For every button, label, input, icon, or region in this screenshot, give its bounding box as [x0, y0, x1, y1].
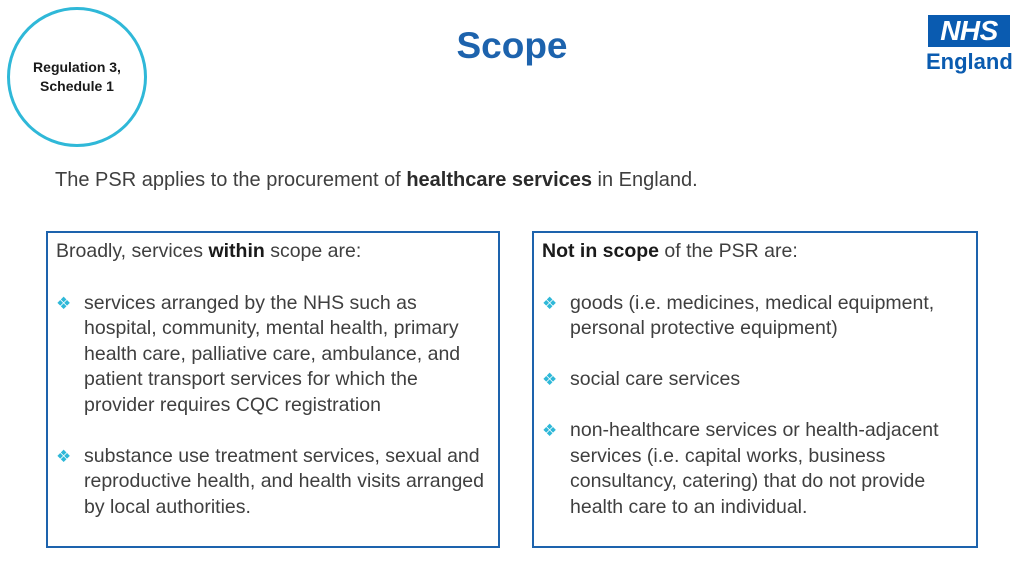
- not-in-scope-panel: [532, 231, 978, 548]
- not-in-scope-heading-bold: Not in scope: [542, 240, 660, 262]
- in-scope-heading-after: scope are:: [264, 240, 362, 262]
- diamond-bullet-icon: ❖: [56, 446, 72, 466]
- intro-before: The PSR applies to the procurement of: [55, 169, 407, 191]
- list-item: [56, 444, 490, 521]
- diamond-bullet-icon: ❖: [56, 293, 72, 313]
- intro-after: in England.: [592, 169, 698, 191]
- in-scope-list: [56, 291, 490, 521]
- list-item-text: social care services: [570, 368, 741, 390]
- list-item-text: goods (i.e. medicines, medical equipment, personal protective equipment): [570, 291, 935, 339]
- list-item: [542, 418, 968, 520]
- nhs-logo-word: England: [926, 49, 1013, 74]
- badge-line-1: Regulation 3,: [33, 59, 121, 75]
- nhs-england-logo: [928, 15, 1012, 75]
- intro-bold: healthcare services: [406, 169, 592, 191]
- badge-line-2: Schedule 1: [40, 78, 114, 94]
- diamond-bullet-icon: ❖: [542, 421, 558, 440]
- list-item: [56, 291, 490, 419]
- diamond-bullet-icon: ❖: [542, 293, 558, 313]
- in-scope-panel: [46, 231, 500, 548]
- list-item: [542, 367, 968, 393]
- list-item-text: non-healthcare services or health-adjacent services (i.e. capital works, business consultancy, catering) that do not provide health care to an individual.: [570, 419, 939, 518]
- page-title: Scope: [456, 25, 568, 66]
- nhs-logo-box: NHS: [928, 15, 1010, 47]
- list-item-text: substance use treatment services, sexual and reproductive health, and health visits arranged by local authorities.: [84, 444, 484, 518]
- in-scope-heading-before: Broadly, services: [56, 240, 209, 262]
- intro-text: [55, 167, 698, 193]
- not-in-scope-heading: [542, 239, 968, 265]
- list-item: [542, 291, 968, 342]
- in-scope-heading-bold: within: [208, 240, 265, 262]
- not-in-scope-heading-after: of the PSR are:: [659, 240, 798, 262]
- in-scope-heading: [56, 239, 490, 265]
- list-item-text: services arranged by the NHS such as hospital, community, mental health, primary health care, palliative care, ambulance, and patient transport services for which the provider requires CQC registration: [84, 291, 461, 416]
- diamond-bullet-icon: ❖: [542, 370, 558, 389]
- not-in-scope-list: [542, 291, 968, 521]
